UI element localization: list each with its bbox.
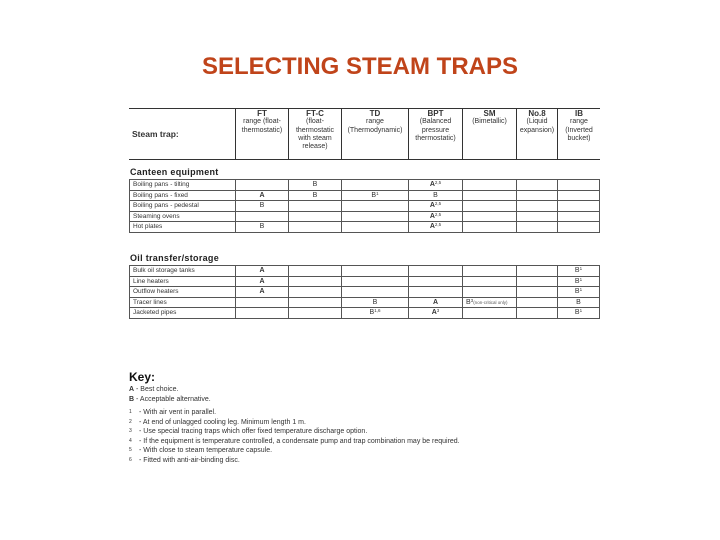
table-row [129,222,600,233]
rating-cell [557,298,600,308]
key-grade-a [129,385,460,395]
rating-value: A [429,202,435,210]
rating-cell [341,277,408,287]
section-table-canteen [129,179,600,233]
note-number: 1 [129,409,132,415]
key-note-1 [129,408,460,418]
rating-value: A [259,267,265,274]
table-row [129,277,600,288]
row-label: Hot plates [129,222,235,232]
col-desc: (Liquid expansion) [519,118,555,134]
col-desc: range (float-thermostatic) [241,118,283,134]
rating-value: A [432,298,439,306]
rating-cell [235,222,288,232]
note-number: 5 [129,447,132,453]
row-label: Bulk oil storage tanks [129,266,235,276]
col-desc: (Bimetallic) [472,118,507,126]
rating-cell [235,266,288,276]
rating-value: B [312,191,318,199]
rating-cell [462,212,516,222]
rating-cell [235,191,288,201]
rating-cell [288,298,341,308]
rating-cell [408,277,462,287]
rating-value: B [576,298,581,306]
rating-cell [235,308,288,318]
col-desc: (Balanced pressure thermostatic) [415,118,456,142]
header-label: Steam trap: [132,128,179,139]
note-text: - At end of unlagged cooling leg. Minimum length 1 m. [139,418,306,426]
rating-cell [557,212,600,222]
rating-value: A [259,191,265,199]
rating-value: A [259,288,265,296]
note-number: 6 [129,456,132,463]
rating-cell [557,222,600,232]
rating-cell [341,212,408,222]
footnote-ref: 2,5 [434,211,442,217]
rating-value: B [369,309,375,317]
row-label: Jacketed pipes [129,308,235,318]
note-number: 3 [129,428,132,434]
key-grade-b [129,395,460,405]
col-code: SM [483,109,496,118]
rating-cell [557,287,600,297]
note-number: 4 [129,437,132,444]
note-text: - Fitted with anti-air-binding disc. [139,456,240,464]
rating-cell [288,277,341,287]
header-col-sm [462,109,516,159]
col-code: No.8 [528,109,546,118]
row-label: Line heaters [129,277,235,287]
key-title: Key: [129,370,156,384]
rating-value: A [429,212,435,220]
rating-cell [516,277,557,287]
rating-cell [557,266,600,276]
table-header [129,108,600,160]
rating-value: A [429,181,435,188]
rating-cell [341,191,408,201]
rating-value: B [574,288,580,296]
footnote-ref: 1 [376,190,379,196]
grade-text: - Acceptable alternative. [136,395,211,403]
rating-cell [462,266,516,276]
col-code: TD [369,109,381,118]
note-number: 2 [129,418,132,425]
rating-cell [341,222,408,232]
rating-cell [288,308,341,318]
footnote-ref: 1 [579,266,583,271]
rating-cell [557,201,600,211]
rating-cell [462,277,516,287]
rating-cell [408,298,462,308]
note-text: - If the equipment is temperature controlled, a condensate pump and trap combination may be required. [139,437,460,445]
table-row [129,287,600,298]
footnote-ref: 1 [579,308,583,314]
rating-cell [288,201,341,211]
rating-cell [462,191,516,201]
table-row [129,308,600,319]
key-note-2 [129,418,460,428]
rating-value: B [312,181,318,188]
footnote-ref: 2,5 [434,201,442,207]
row-label: Boiling pans - tilting [129,180,235,190]
rating-cell [462,287,516,297]
footnote-ref: 2,5 [434,222,442,228]
row-label: Steaming ovens [129,212,235,222]
rating-cell [557,277,600,287]
note-text: - Use special tracing traps which offer fixed temperature discharge option. [139,428,368,435]
rating-value: B [372,298,378,306]
rating-cell [235,212,288,222]
col-code: IB [575,109,583,118]
col-code: BPT [427,109,444,118]
section-title-oil: Oil transfer/storage [130,253,220,263]
rating-cell [516,191,557,201]
grade-mark: B [129,395,135,403]
rating-cell [341,180,408,190]
rating-cell [462,308,516,318]
rating-cell [557,180,600,190]
rating-cell [341,266,408,276]
header-col-no8 [516,109,557,159]
rating-value: B [574,309,580,317]
key-note-5 [129,446,460,456]
grade-text: - Best choice. [136,386,179,393]
col-desc: range (Inverted bucket) [565,118,593,142]
header-col-ftc [288,109,341,159]
col-desc: (float-thermostatic with steam release) [295,118,335,151]
footnote-ref: 1 [579,276,583,282]
table-row [129,191,600,202]
rating-cell [235,277,288,287]
col-desc: range (Thermodynamic) [347,118,403,134]
row-label: Boiling pans - fixed [129,191,235,201]
table-row [129,212,600,223]
footnote-ref: 1,6 [374,308,381,314]
section-title-canteen: Canteen equipment [130,167,219,177]
rating-value: B [466,298,471,306]
rating-cell [516,308,557,318]
rating-value: A [431,309,437,317]
rating-value: B [371,191,377,199]
rating-value: B [574,277,580,285]
rating-cell [288,180,341,190]
table-row [129,201,600,212]
rating-cell [462,180,516,190]
row-label: Tracer lines [129,298,235,308]
note-text: - With air vent in parallel. [139,409,217,416]
rating-value: A [429,223,435,231]
footnote-ref: 3 [470,297,474,303]
rating-cell [341,308,408,318]
rating-value: B [433,191,438,199]
rating-cell [516,180,557,190]
key-legend [129,370,460,465]
rating-cell [288,191,341,201]
cell-note: (non-critical only) [473,299,508,305]
table-row [129,180,600,191]
rating-value: B [259,202,265,210]
col-code: FT [257,109,267,118]
rating-value: A [259,277,265,285]
rating-cell [341,298,408,308]
row-label: Outflow heaters [129,287,235,297]
rating-cell [462,298,516,308]
rating-cell [516,298,557,308]
rating-cell [408,191,462,201]
rating-cell [516,266,557,276]
rating-cell [516,287,557,297]
col-code: FT-C [306,109,324,118]
grade-mark: A [129,386,135,393]
rating-cell [408,201,462,211]
rating-cell [516,222,557,232]
rating-cell [408,266,462,276]
rating-cell [341,201,408,211]
rating-cell [408,308,462,318]
row-label: Boiling pans - pedestal [129,201,235,211]
rating-cell [557,308,600,318]
rating-cell [288,266,341,276]
header-col-td [341,109,408,159]
page-title: SELECTING STEAM TRAPS [201,53,519,80]
note-text: - With close to steam temperature capsule. [139,447,273,454]
key-note-4 [129,437,460,447]
header-col-ft [235,109,288,159]
rating-cell [408,180,462,190]
rating-cell [408,287,462,297]
section-table-oil [129,265,600,319]
rating-cell [235,298,288,308]
rating-value: B [259,223,265,231]
rating-cell [288,212,341,222]
header-col-bpt [408,109,462,159]
rating-cell [557,191,600,201]
rating-cell [408,212,462,222]
rating-cell [516,212,557,222]
table-row [129,298,600,309]
rating-cell [235,287,288,297]
key-note-6 [129,456,460,466]
table-row [129,266,600,277]
rating-cell [235,180,288,190]
rating-cell [288,287,341,297]
rating-cell [462,201,516,211]
rating-value: B [574,267,580,274]
rating-cell [341,287,408,297]
rating-cell [516,201,557,211]
footnote-ref: 2,5 [434,180,442,185]
rating-cell [462,222,516,232]
footnote-ref: 1 [579,287,583,293]
footnote-ref: 3 [436,308,440,314]
key-note-3 [129,427,460,437]
header-col-ib [557,109,600,159]
rating-cell [408,222,462,232]
rating-cell [235,201,288,211]
rating-cell [288,222,341,232]
